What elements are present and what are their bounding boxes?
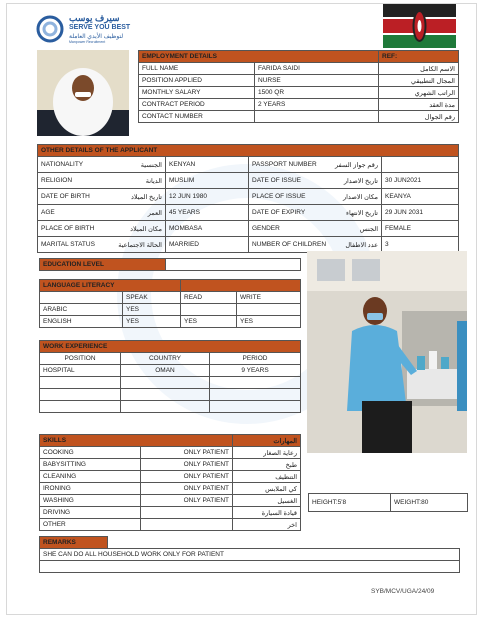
other-label: PLACE OF ISSUE	[252, 192, 306, 200]
remarks-blank-row	[40, 561, 460, 573]
employment-row-value: NURSE	[255, 75, 379, 87]
language-header	[40, 292, 123, 304]
skill-value: ONLY PATIENT	[141, 459, 233, 471]
employment-row	[139, 111, 459, 123]
experience-header-row	[40, 353, 301, 365]
remarks-title: REMARKS	[40, 537, 108, 549]
employment-row	[139, 63, 459, 75]
other-label: DATE OF ISSUE	[252, 176, 301, 184]
experience-country	[121, 377, 210, 389]
logo-arabic-tagline: لتوظيف الأيدي العاملة	[69, 34, 124, 40]
skills-title: SKILLS	[40, 435, 233, 447]
language-write	[237, 304, 301, 316]
education-value	[166, 259, 301, 271]
portrait-icon	[37, 50, 129, 136]
other-value: 3	[382, 237, 459, 253]
other-label: MARITAL STATUS	[41, 240, 95, 248]
cv-page	[6, 3, 477, 615]
experience-row	[40, 365, 301, 377]
skill-arabic: رعاية الصغار	[233, 447, 301, 459]
skill-row	[40, 507, 301, 519]
skill-arabic: اخر	[233, 519, 301, 531]
remarks-title-fill	[108, 537, 460, 549]
other-details-title: OTHER DETAILS OF THE APPLICANT	[38, 145, 459, 157]
skill-name: COOKING	[40, 447, 141, 459]
employment-row-value: FARIDA SAIDI	[255, 63, 379, 75]
work-experience-table	[39, 340, 301, 413]
employment-row-label: CONTACT NUMBER	[139, 111, 255, 123]
weight-value: WEIGHT:80	[391, 494, 468, 512]
language-write: YES	[237, 316, 301, 328]
education-title: EDUCATION LEVEL	[40, 259, 166, 271]
other-value: 12 JUN 1980	[166, 189, 249, 205]
skill-value: ONLY PATIENT	[141, 483, 233, 495]
language-name: ENGLISH	[40, 316, 123, 328]
other-details-row	[38, 173, 459, 189]
other-label-arabic: تاريخ الانتهاء	[345, 209, 378, 217]
employment-row-arabic: الراتب الشهري	[379, 87, 459, 99]
other-details-row	[38, 205, 459, 221]
other-label-arabic: تاريخ الميلاد	[130, 193, 162, 201]
other-label: RELIGION	[41, 176, 73, 184]
employment-row-arabic: مدة العقد	[379, 99, 459, 111]
skill-arabic: طبخ	[233, 459, 301, 471]
other-value: KEANYA	[382, 189, 459, 205]
other-value: 30 JUN2021	[382, 173, 459, 189]
experience-position	[40, 377, 121, 389]
employment-row-label: MONTHLY SALARY	[139, 87, 255, 99]
language-title-fill	[181, 280, 301, 292]
other-label-cell	[249, 221, 382, 237]
experience-row	[40, 389, 301, 401]
language-read	[181, 304, 237, 316]
other-label: PASSPORT NUMBER	[252, 160, 317, 168]
employment-row-label: FULL NAME	[139, 63, 255, 75]
skill-value: ONLY PATIENT	[141, 447, 233, 459]
other-details-row	[38, 157, 459, 173]
experience-period	[210, 389, 301, 401]
remarks-table	[39, 536, 460, 573]
language-header: WRITE	[237, 292, 301, 304]
other-details-table	[37, 144, 459, 253]
employment-row-value	[255, 111, 379, 123]
other-label-arabic: الجنسية	[140, 161, 162, 169]
other-label: AGE	[41, 208, 55, 216]
other-label: DATE OF BIRTH	[41, 192, 90, 200]
experience-period	[210, 401, 301, 413]
experience-country: OMAN	[121, 365, 210, 377]
language-speak: YES	[123, 304, 181, 316]
experience-position: HOSPITAL	[40, 365, 121, 377]
document-code: SYB/MCV/UGA/24/09	[371, 588, 435, 595]
skill-name: IRONING	[40, 483, 141, 495]
skill-arabic: الغسيل	[233, 495, 301, 507]
ref-label: REF:	[379, 51, 459, 63]
other-label-arabic: رقم جواز السفر	[335, 161, 378, 169]
logo-small-tagline: Manpower Recruitment	[69, 40, 106, 44]
other-label-arabic: تاريخ الاصدار	[343, 177, 378, 185]
employment-row-value: 1500 QR	[255, 87, 379, 99]
other-value: KENYAN	[166, 157, 249, 173]
other-value: FEMALE	[382, 221, 459, 237]
other-label-arabic: عدد الاطفال	[345, 241, 378, 249]
other-value: MUSLIM	[166, 173, 249, 189]
skill-name: DRIVING	[40, 507, 141, 519]
other-value: MARRIED	[166, 237, 249, 253]
other-label: NUMBER OF CHILDREN	[252, 240, 327, 248]
language-table	[39, 279, 301, 328]
other-label-cell	[249, 189, 382, 205]
skill-value	[141, 507, 233, 519]
experience-header: POSITION	[40, 353, 121, 365]
employment-details-table	[138, 50, 459, 123]
other-label: PLACE OF BIRTH	[41, 224, 95, 232]
other-label-arabic: مكان الاصدار	[342, 193, 378, 201]
language-row	[40, 304, 301, 316]
other-label-cell	[38, 205, 166, 221]
employment-row-label: CONTRACT PERIOD	[139, 99, 255, 111]
other-label-cell	[38, 221, 166, 237]
other-value: 45 YEARS	[166, 205, 249, 221]
company-logo	[35, 12, 155, 46]
experience-period: 9 YEARS	[210, 365, 301, 377]
other-label-cell	[38, 237, 166, 253]
other-label: DATE OF EXPIRY	[252, 208, 306, 216]
language-row	[40, 316, 301, 328]
experience-position	[40, 389, 121, 401]
work-experience-title: WORK EXPERIENCE	[40, 341, 301, 353]
other-label-cell	[38, 189, 166, 205]
employment-row-arabic: الاسم الكامل	[379, 63, 459, 75]
other-value: 29 JUN 2031	[382, 205, 459, 221]
measurements-table	[308, 493, 468, 512]
skill-value: ONLY PATIENT	[141, 471, 233, 483]
remarks-text: SHE CAN DO ALL HOUSEHOLD WORK ONLY FOR PATIENT	[40, 549, 460, 561]
employment-row	[139, 99, 459, 111]
skill-row	[40, 483, 301, 495]
skill-name: BABYSITTING	[40, 459, 141, 471]
skill-name: CLEANING	[40, 471, 141, 483]
other-label-arabic: الديانة	[145, 177, 162, 185]
skill-value: ONLY PATIENT	[141, 495, 233, 507]
other-label-arabic: الحالة الاجتماعية	[118, 241, 162, 249]
language-header: READ	[181, 292, 237, 304]
skill-name: WASHING	[40, 495, 141, 507]
language-read: YES	[181, 316, 237, 328]
other-label-arabic: مكان الميلاد	[130, 225, 162, 233]
language-header-row	[40, 292, 301, 304]
language-speak: YES	[123, 316, 181, 328]
other-label-cell	[38, 173, 166, 189]
language-header: SPEAK	[123, 292, 181, 304]
work-photo-icon	[307, 251, 467, 453]
other-label-arabic: العمر	[147, 209, 162, 217]
logo-english-name: SERVE YOU BEST	[69, 24, 131, 31]
skill-arabic: التنظيف	[233, 471, 301, 483]
logo-icon	[35, 14, 65, 44]
applicant-portrait-photo	[37, 50, 129, 136]
applicant-work-photo	[307, 251, 467, 453]
experience-position	[40, 401, 121, 413]
other-label: NATIONALITY	[41, 160, 84, 168]
employment-row	[139, 87, 459, 99]
experience-header: COUNTRY	[121, 353, 210, 365]
skills-title-arabic: المهارات	[233, 435, 301, 447]
kenya-flag-icon	[383, 4, 456, 48]
other-value: MOMBASA	[166, 221, 249, 237]
employment-row-label: POSITION APPLIED	[139, 75, 255, 87]
skill-row	[40, 459, 301, 471]
employment-row-arabic: المجال التطبيقي	[379, 75, 459, 87]
experience-period	[210, 377, 301, 389]
other-label-cell	[249, 157, 382, 173]
language-name: ARABIC	[40, 304, 123, 316]
employment-row	[139, 75, 459, 87]
language-title: LANGUAGE LITERACY	[40, 280, 181, 292]
experience-header: PERIOD	[210, 353, 301, 365]
other-label-arabic: الجنس	[359, 225, 378, 233]
skill-arabic: كي الملابس	[233, 483, 301, 495]
other-details-row	[38, 221, 459, 237]
skill-row	[40, 447, 301, 459]
employment-details-title: EMPLOYMENT DETAILS	[139, 51, 379, 63]
other-label-cell	[38, 157, 166, 173]
other-value	[382, 157, 459, 173]
employment-row-value: 2 YEARS	[255, 99, 379, 111]
height-value: HEIGHT:5'8	[309, 494, 391, 512]
skills-table	[39, 434, 301, 531]
other-label-cell	[249, 205, 382, 221]
skill-name: OTHER	[40, 519, 141, 531]
experience-row	[40, 377, 301, 389]
other-label-cell	[249, 173, 382, 189]
other-details-row	[38, 189, 459, 205]
skill-arabic: قيادة السيارة	[233, 507, 301, 519]
skill-row	[40, 519, 301, 531]
employment-row-arabic: رقم الجوال	[379, 111, 459, 123]
logo-arabic-name: سيرف يوسب	[69, 13, 120, 23]
experience-country	[121, 401, 210, 413]
experience-country	[121, 389, 210, 401]
skill-row	[40, 495, 301, 507]
skill-value	[141, 519, 233, 531]
other-label: GENDER	[252, 224, 280, 232]
experience-row	[40, 401, 301, 413]
skill-row	[40, 471, 301, 483]
education-table	[39, 258, 301, 271]
